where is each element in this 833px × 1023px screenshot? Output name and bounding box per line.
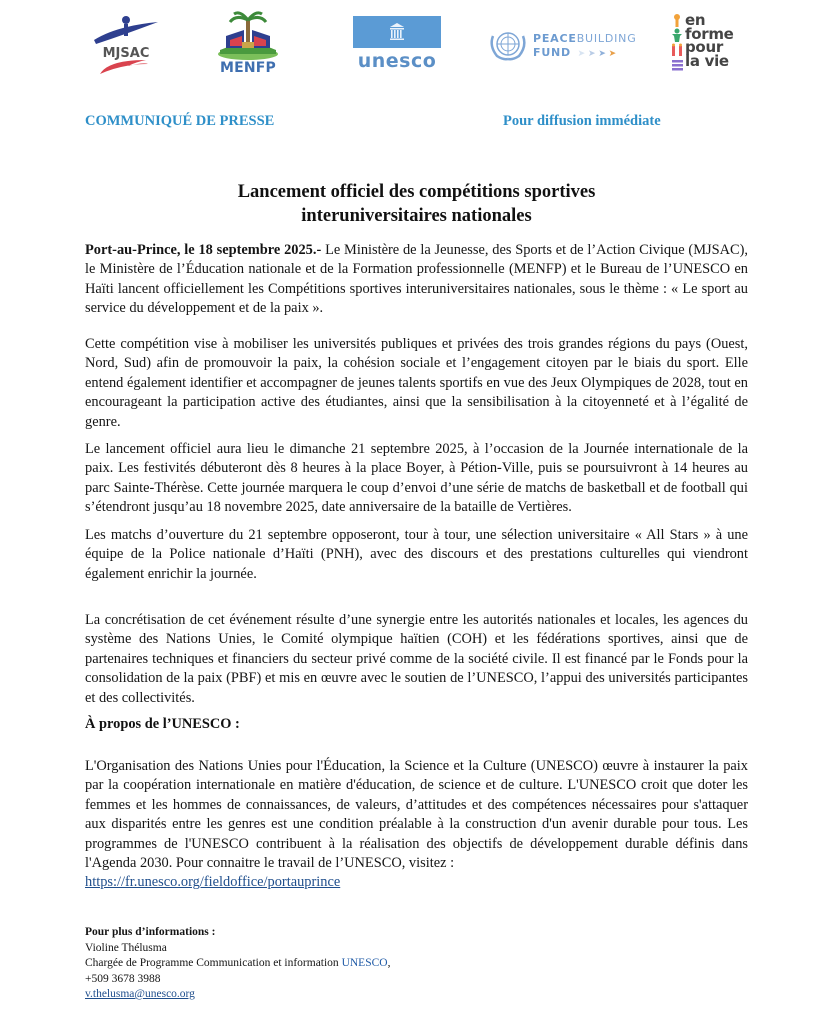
- paragraph-intro: [85, 241, 748, 319]
- dove-icon: ➤: [577, 49, 586, 59]
- contact-role-suffix: ,: [387, 957, 391, 969]
- pbf-fund-text: FUND: [533, 46, 571, 59]
- efplv-word: en: [685, 11, 706, 29]
- haiti-coat-of-arms-icon: [212, 10, 284, 60]
- title-line-1: Lancement officiel des compétitions sportives: [237, 182, 596, 202]
- efplv-word: forme: [685, 24, 734, 43]
- figures-icon: [671, 14, 685, 72]
- dove-icon: ➤: [587, 49, 597, 59]
- paragraph-objectives: [85, 335, 748, 432]
- unesco-wordmark: unesco: [357, 50, 437, 72]
- menfp-logo: [212, 10, 284, 74]
- page-title: [0, 180, 833, 228]
- contact-phone: +509 3678 3988: [85, 972, 161, 985]
- contact-org: UNESCO: [341, 957, 388, 969]
- launch-text: Le lancement officiel aura lieu le dimanche 21 septembre 2025, à l’occasion de la Journée internationale de la paix. Les festivités débuteront dès 8 heures à la place Boyer, à Pétion-Ville, puis se poursuivront à 14 heures au parc Sainte-Thérèse. Cette journée marquera le coup d’envoi d’une série de matchs de basketball et de football qui s’étendront jusqu’au 18 novembre 2025, date anniversaire de la bataille de Vertières.: [85, 441, 748, 516]
- paragraph-launch: [85, 440, 748, 518]
- menfp-wordmark: MENFP: [219, 60, 277, 76]
- contact-label: Pour plus d’informations :: [85, 926, 216, 938]
- dateline: Port-au-Prince, le 18 septembre 2025.-: [85, 242, 322, 258]
- release-timing-label: Pour diffusion immédiate: [503, 113, 661, 129]
- pbf-line-2: [533, 46, 617, 59]
- en-forme-pour-la-vie-logo: [671, 11, 746, 74]
- opening-matches-text: Les matchs d’ouverture du 21 septembre opposeront, tour à tour, une sélection universitaire « All Stars » à une équipe de la Police nationale d’Haïti (PNH), avec des discours et des prestations culturelles qui viendront également enrichir la journée.: [85, 527, 748, 582]
- contact-name: Violine Thélusma: [85, 941, 167, 954]
- contact-email-link[interactable]: v.thelusma@unesco.org: [85, 988, 195, 1000]
- temple-icon: [389, 22, 405, 42]
- dove-icon: ➤: [608, 49, 617, 59]
- dove-icon: ➤: [598, 49, 607, 59]
- paragraph-partners: [85, 611, 748, 708]
- peacebuilding-fund-logo: [487, 26, 647, 66]
- title-line-2: interuniversitaires nationales: [301, 206, 532, 226]
- about-unesco-text: L'Organisation des Nations Unies pour l'Éducation, la Science et la Culture (UNESCO) œuvre à instaurer la paix par la coopération internationale en matière d'éducation, de science et de culture. L'UNESCO croit que doter les femmes et les hommes de connaissances, de valeurs, d’attitudes et des compétences nécessaires pour s'attaquer aux disparités entre les genres est une condition préalable à la construction d'un avenir durable pour tous. Les programmes de l'UNESCO contribuent à la réalisation des objectifs de développement durable définis dans l'Agenda 2030. Pour connaitre le travail de l’UNESCO, visitez :: [85, 758, 748, 872]
- mjsac-emblem-icon: [86, 14, 166, 76]
- efplv-wordmark: [685, 11, 734, 70]
- pbf-line-1: [533, 32, 637, 45]
- unesco-logo: [352, 16, 442, 72]
- logo-bar: [0, 0, 833, 90]
- un-emblem-icon: [487, 26, 529, 62]
- unesco-portauprince-link[interactable]: https://fr.unesco.org/fieldoffice/portauprince: [85, 874, 341, 891]
- contact-role: [85, 956, 390, 972]
- efplv-word: la vie: [685, 51, 729, 70]
- svg-text:MJSAC: MJSAC: [102, 46, 150, 61]
- partners-text: La concrétisation de cet événement résulte d’une synergie entre les autorités nationales et locales, les agences du système des Nations Unies, le Comité olympique haïtien (COH) et les fédérations sportives, ainsi que de partenaires techniques et financiers du secteur privé comme de la société civile. Il est financé par le Fonds pour la consolidation de la paix (PBF) et mis en œuvre avec le soutien de l’UNESCO, l’appui des universités participantes et des collectivités.: [85, 612, 748, 706]
- pbf-peace-text: PEACE: [533, 32, 577, 45]
- unesco-temple-box: [353, 16, 441, 48]
- contact-role-text: Chargée de Programme Communication et information: [85, 957, 342, 969]
- mjsac-logo: [86, 14, 166, 76]
- efplv-word: pour: [685, 38, 723, 56]
- press-release-label: COMMUNIQUÉ DE PRESSE: [85, 113, 275, 129]
- about-unesco-heading: À propos de l’UNESCO :: [85, 716, 240, 732]
- intro-text: Le Ministère de la Jeunesse, des Sports et de l’Action Civique (MJSAC), le Ministère de l’Éducation nationale et de la Formation professionnelle (MENFP) et le Bureau de l’UNESCO en Haïti lancent officiellement les Compétitions sportives interuniversitaires nationales, sous le thème : « Le sport au service du développement et de la paix ».: [85, 242, 748, 317]
- objectives-text: Cette compétition vise à mobiliser les universités publiques et privées des trois grandes régions du pays (Ouest, Nord, Sud) afin de promouvoir la paix, la cohésion sociale et l’engagement citoyen par le biais du sport. Elle entend également identifier et accompagner de jeunes talents sportifs en vue des Jeux Olympiques de 2028, tout en encourageant la participation active des étudiantes, ainsi que la sensibilisation à la citoyenneté et à l’égalité de genre.: [85, 336, 748, 430]
- pbf-building-text: BUILDING: [576, 32, 637, 45]
- paragraph-opening-matches: [85, 526, 748, 584]
- paragraph-about-unesco: [85, 757, 748, 893]
- contact-block: [85, 925, 390, 1003]
